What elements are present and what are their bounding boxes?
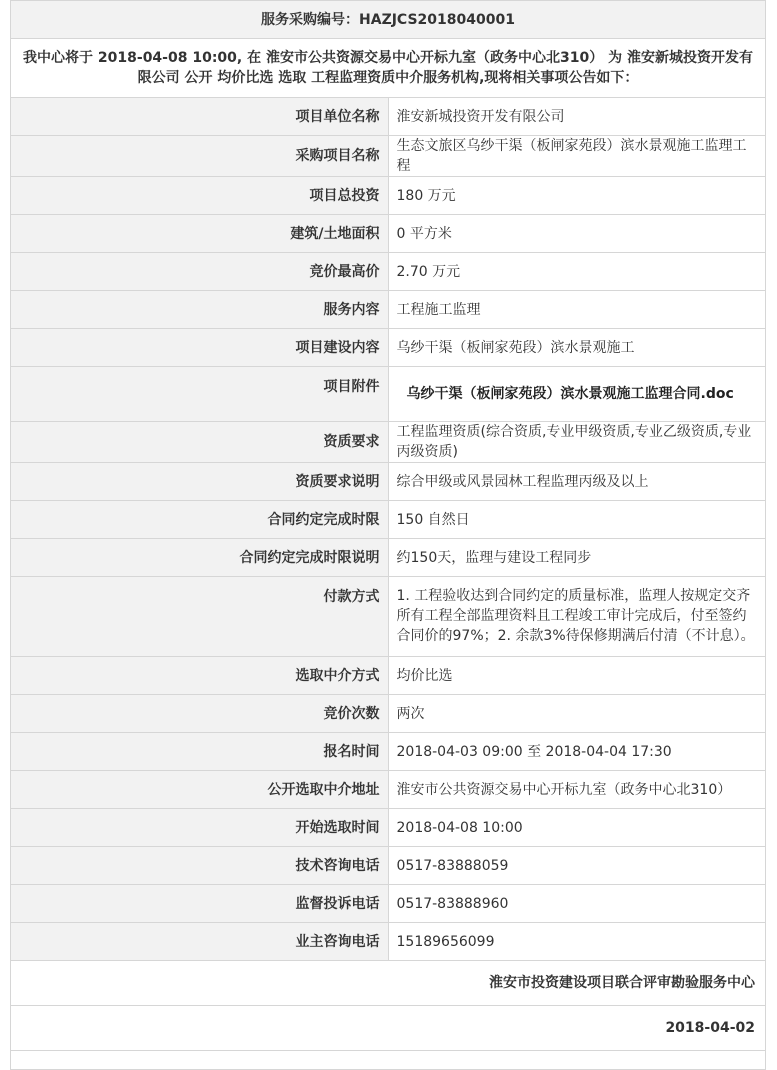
label-tech-phone: 技术咨询电话 [11, 847, 389, 885]
issuing-organization: 淮安市投资建设项目联合评审勘验服务中心 [11, 961, 766, 1006]
label-complaint-phone: 监督投诉电话 [11, 885, 389, 923]
label-payment-method: 付款方式 [11, 577, 389, 657]
label-construction-content: 项目建设内容 [11, 329, 389, 367]
value-project-unit: 淮安新城投资开发有限公司 [388, 98, 766, 136]
value-contract-deadline-note: 约150天，监理与建设工程同步 [388, 539, 766, 577]
value-owner-phone: 15189656099 [388, 923, 766, 961]
value-payment-method: 1. 工程验收达到合同约定的质量标准，监理人按规定交齐所有工程全部监理资料且工程竣工审计完成后，付至签约合同价的97%；2. 余款3%待保修期满后付清（不计息）。 [388, 577, 766, 657]
value-qualification-note: 综合甲级或风景园林工程监理丙级及以上 [388, 463, 766, 501]
label-service-content: 服务内容 [11, 291, 389, 329]
value-qualification: 工程监理资质(综合资质,专业甲级资质,专业乙级资质,专业丙级资质) [388, 422, 766, 463]
value-selection-start-time: 2018-04-08 10:00 [388, 809, 766, 847]
value-project-name: 生态文旅区乌纱干渠（板闸家苑段）滨水景观施工监理工程 [388, 136, 766, 177]
value-selection-method: 均价比选 [388, 657, 766, 695]
value-construction-content: 乌纱干渠（板闸家苑段）滨水景观施工 [388, 329, 766, 367]
label-selection-method: 选取中介方式 [11, 657, 389, 695]
label-project-unit: 项目单位名称 [11, 98, 389, 136]
label-contract-deadline-note: 合同约定完成时限说明 [11, 539, 389, 577]
value-selection-address: 淮安市公共资源交易中心开标九室（政务中心北310） [388, 771, 766, 809]
procurement-number-title: 服务采购编号：HAZJCS2018040001 [11, 1, 766, 39]
value-area: 0 平方米 [388, 215, 766, 253]
label-selection-start-time: 开始选取时间 [11, 809, 389, 847]
value-contract-deadline: 150 自然日 [388, 501, 766, 539]
value-total-investment: 180 万元 [388, 177, 766, 215]
label-bid-rounds: 竞价次数 [11, 695, 389, 733]
announcement-table [10, 0, 766, 1070]
announcement-intro: 我中心将于 2018-04-08 10:00, 在 淮安市公共资源交易中心开标九室（政务中心北310） 为 淮安新城投资开发有限公司 公开 均价比选 选取 工程监理资质中介服务机构,现将相关事项公告如下： [11, 39, 766, 98]
value-complaint-phone: 0517-83888960 [388, 885, 766, 923]
announcement [10, 0, 766, 1070]
label-area: 建筑/土地面积 [11, 215, 389, 253]
issue-date: 2018-04-02 [11, 1006, 766, 1051]
label-qualification: 资质要求 [11, 422, 389, 463]
label-owner-phone: 业主咨询电话 [11, 923, 389, 961]
value-registration-time: 2018-04-03 09:00 至 2018-04-04 17:30 [388, 733, 766, 771]
value-service-content: 工程施工监理 [388, 291, 766, 329]
value-bid-rounds: 两次 [388, 695, 766, 733]
label-attachment: 项目附件 [11, 367, 389, 422]
label-contract-deadline: 合同约定完成时限 [11, 501, 389, 539]
attachment-link[interactable]: 乌纱干渠（板闸家苑段）滨水景观施工监理合同.doc [406, 386, 734, 402]
label-qualification-note: 资质要求说明 [11, 463, 389, 501]
value-max-price: 2.70 万元 [388, 253, 766, 291]
label-selection-address: 公开选取中介地址 [11, 771, 389, 809]
label-max-price: 竞价最高价 [11, 253, 389, 291]
value-tech-phone: 0517-83888059 [388, 847, 766, 885]
footer-spacer [11, 1051, 766, 1070]
label-project-name: 采购项目名称 [11, 136, 389, 177]
label-registration-time: 报名时间 [11, 733, 389, 771]
label-total-investment: 项目总投资 [11, 177, 389, 215]
